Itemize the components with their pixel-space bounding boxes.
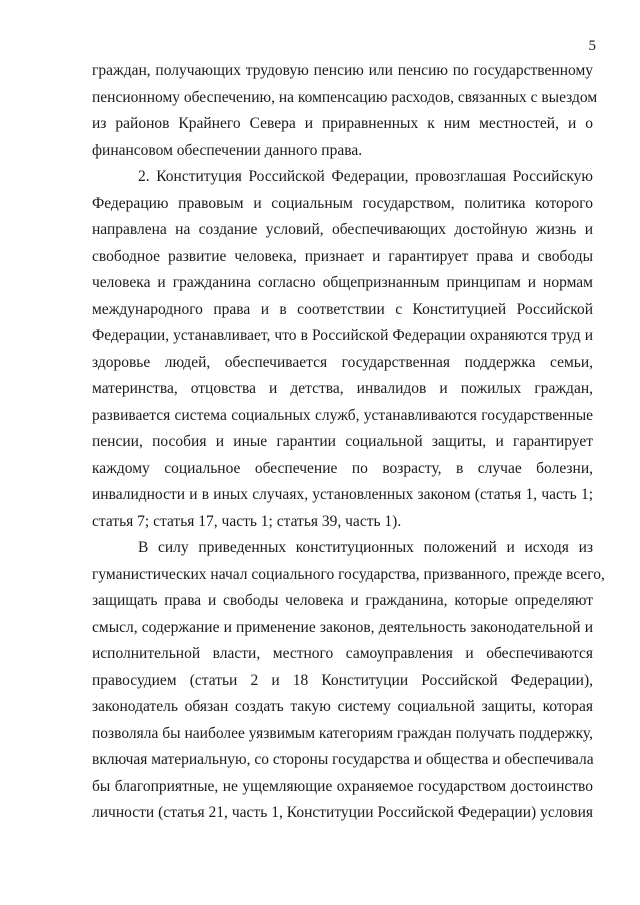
text-line: человека и гражданина согласно общепризнанным принципам и нормам	[92, 274, 593, 291]
page-number: 5	[588, 38, 596, 54]
text-line: граждан, получающих трудовую пенсию или пенсию по государственному	[92, 62, 593, 79]
text-line: правосудием (статьи 2 и 18 Конституции Российской Федерации),	[92, 671, 593, 689]
text-line: материнства, отцовства и детства, инвалидов и пожилых граждан,	[92, 380, 593, 397]
text-line: статья 7; статья 17, часть 1; статья 39, часть 1).	[92, 512, 402, 530]
text-line: исполнительной власти, местного самоуправления и обеспечиваются	[92, 645, 593, 662]
text-line: гуманистических начал социального государства, призванного, прежде всего,	[92, 565, 605, 583]
text-line: инвалидности и в иных случаях, установленных законом (статья 1, часть 1;	[92, 486, 593, 503]
text-line: защищать права и свободы человека и гражданина, которые определяют	[92, 592, 593, 609]
text-line: личности (статья 21, часть 1, Конституции Российской Федерации) условия	[92, 804, 593, 821]
document-body	[92, 58, 605, 827]
text-line: пенсионному обеспечению, на компенсацию расходов, связанных с выездом	[92, 88, 598, 106]
text-line: каждому социальное обеспечение по возрасту, в случае болезни,	[92, 459, 593, 477]
text-line: позволяла бы наиболее уязвимым категориям граждан получать поддержку,	[92, 724, 593, 742]
text-line: Федерации, устанавливает, что в Российской Федерации охраняются труд и	[92, 327, 593, 344]
text-line: пенсии, пособия и иные гарантии социальной защиты, и гарантирует	[92, 433, 593, 450]
text-line: Федерацию правовым и социальным государством, политика которого	[92, 194, 593, 212]
text-line: свободное развитие человека, признает и гарантирует права и свободы	[92, 247, 593, 265]
text-line: 2. Конституция Российской Федерации, провозглашая Российскую	[138, 168, 593, 185]
text-line: развивается система социальных служб, устанавливаются государственные	[92, 406, 593, 424]
text-line: законодатель обязан создать такую систему социальной защиты, которая	[92, 698, 593, 715]
paragraph	[92, 58, 598, 164]
text-line: из районов Крайнего Севера и приравненных к ним местностей, и о	[92, 115, 593, 132]
text-line: бы благоприятные, не ущемляющие охраняемое государством достоинство	[92, 777, 593, 795]
text-line: направлена на создание условий, обеспечивающих достойную жизнь и	[92, 221, 593, 238]
text-line: смысл, содержание и применение законов, деятельность законодательной и	[92, 618, 593, 636]
text-line: здоровье людей, обеспечивается государственная поддержка семьи,	[92, 353, 593, 371]
text-line: международного права и в соответствии с Конституцией Российской	[92, 300, 593, 318]
text-line: финансовом обеспечении данного права.	[92, 141, 363, 159]
paragraph	[92, 164, 593, 535]
text-line: включая материальную, со стороны государства и общества и обеспечивала	[92, 751, 594, 768]
text-line: В силу приведенных конституционных положений и исходя из	[138, 539, 593, 556]
paragraph	[92, 535, 605, 827]
